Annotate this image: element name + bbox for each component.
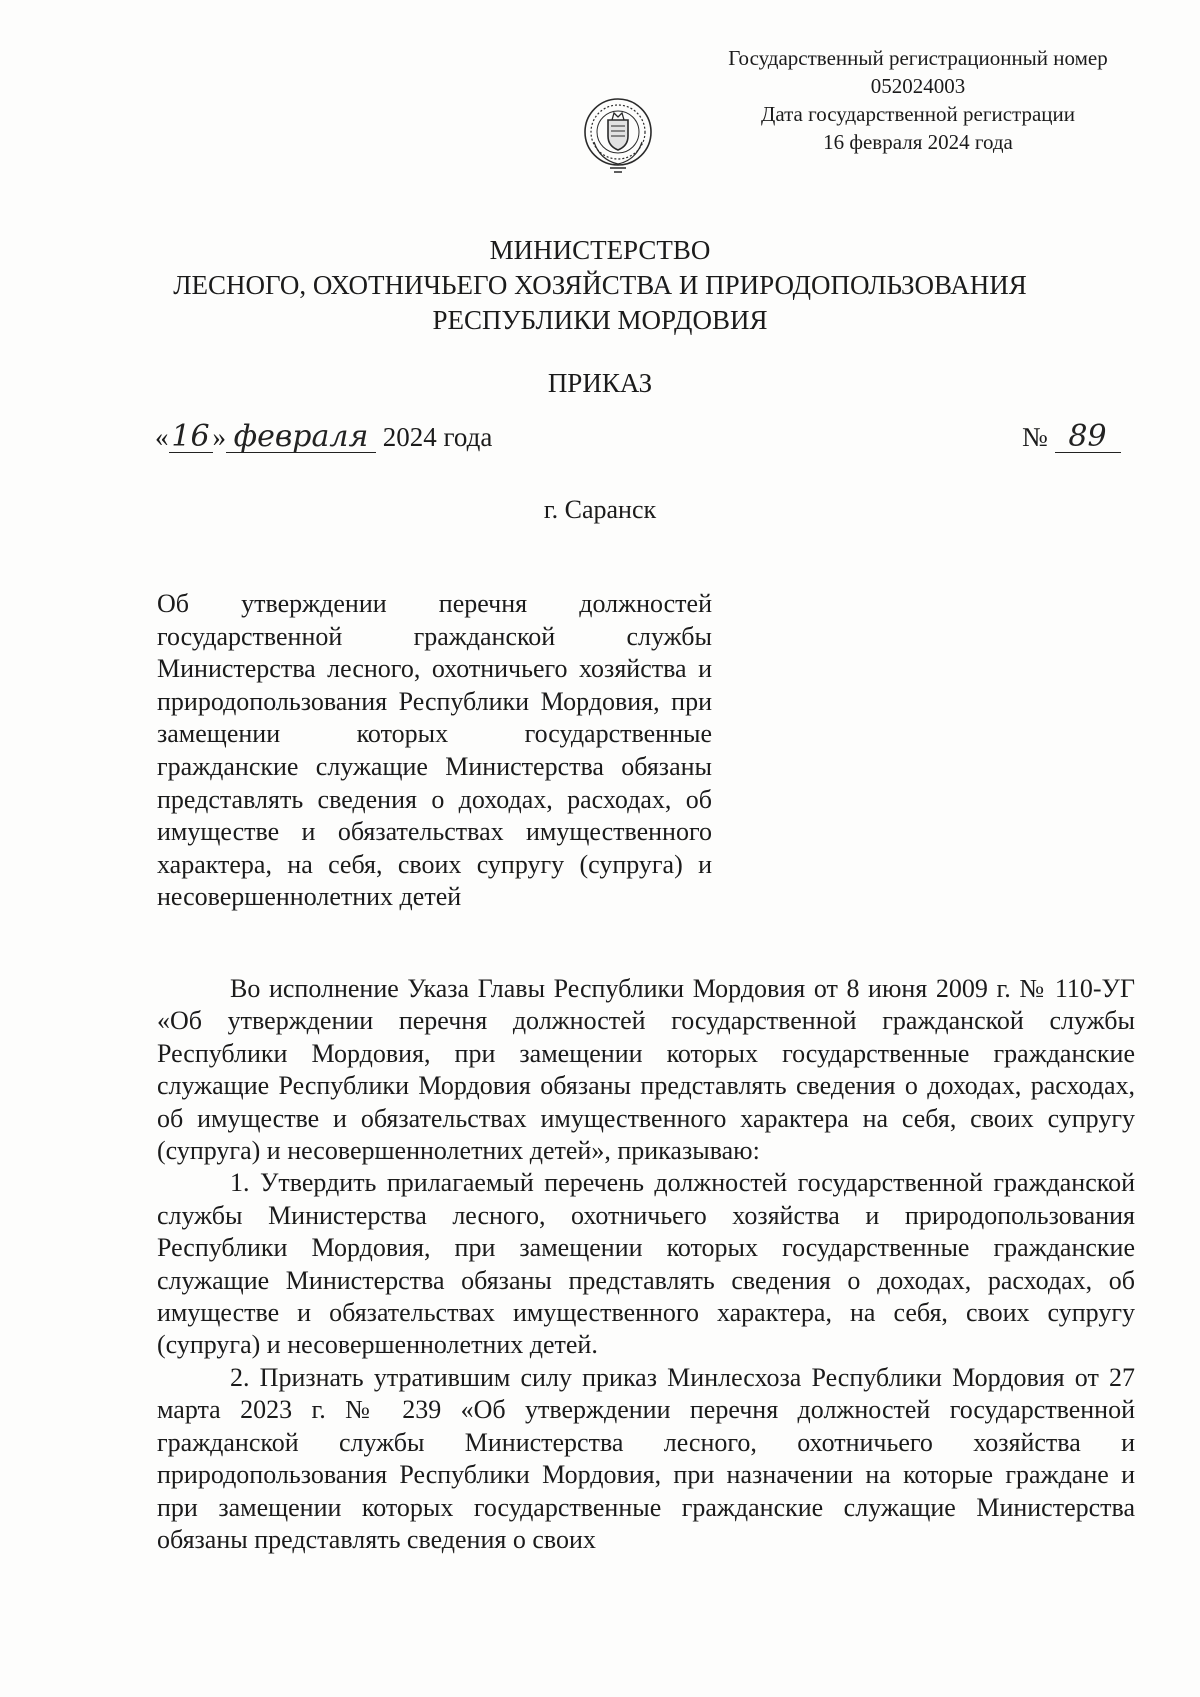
order-number-label: №	[1022, 422, 1048, 452]
registration-date: 16 февраля 2024 года	[823, 130, 1013, 154]
date-month-handwritten: февраля	[226, 422, 376, 453]
order-body	[157, 973, 1135, 1556]
date-close-quote: »	[212, 422, 226, 452]
registration-number: 052024003	[870, 74, 966, 98]
ministry-header	[0, 233, 1200, 338]
ministry-line-1: МИНИСТЕРСТВО	[489, 235, 711, 265]
coat-of-arms-icon	[580, 90, 656, 176]
registration-block	[698, 44, 1138, 156]
body-item-2: 2. Признать утратившим силу приказ Минлесхоза Республики Мордовия от 27 марта 2023 г. № 239 «Об утверждении перечня должностей государственной гражданской службы Министерства лесного, охотничьего хозяйства и природопользования Республики Мордовия, при назначении на которые граждане и при замещении которых государственные гражданские служащие Министерства обязаны представлять сведения о своих	[157, 1362, 1135, 1554]
date-open-quote: «	[155, 422, 169, 452]
document-type: ПРИКАЗ	[547, 368, 653, 398]
city: г. Саранск	[543, 495, 657, 524]
registration-date-label: Дата государственной регистрации	[761, 102, 1075, 126]
order-number	[1022, 419, 1121, 454]
order-number-handwritten: 89	[1055, 422, 1121, 453]
date-year: 2024 года	[382, 422, 493, 452]
order-subject: Об утверждении перечня должностей государственной гражданской службы Министерства лесного, охотничьего хозяйства и природопользования Республики Мордовия, при замещении которых государственные гражданские служащие Министерства обязаны представлять сведения о доходах, расходах, об имуществе и обязательствах имущественного характера, на себя, своих супругу (супруга) и несовершеннолетних детей	[157, 589, 712, 912]
order-date	[155, 419, 493, 454]
date-day-handwritten: 16	[169, 422, 213, 453]
body-item-1: 1. Утвердить прилагаемый перечень должностей государственной гражданской службы Министерства лесного, охотничьего хозяйства и природопользования Республики Мордовия, при замещении которых государственные гражданские служащие Министерства обязаны представлять сведения о доходах, расходах, об имуществе и обязательствах имущественного характера, на себя, своих супругу (супруга) и несовершеннолетних детей.	[157, 1168, 1135, 1360]
ministry-line-2: ЛЕСНОГО, ОХОТНИЧЬЕГО ХОЗЯЙСТВА И ПРИРОДОПОЛЬЗОВАНИЯ	[173, 270, 1027, 300]
ministry-line-3: РЕСПУБЛИКИ МОРДОВИЯ	[432, 305, 768, 335]
registration-number-label: Государственный регистрационный номер	[728, 46, 1108, 70]
body-intro-paragraph: Во исполнение Указа Главы Республики Мордовия от 8 июня 2009 г. № 110-УГ «Об утверждении перечня должностей государственной гражданской службы Республики Мордовия, при замещении которых государственные гражданские служащие Республики Мордовия обязаны представлять сведения о доходах, расходах, об имуществе и обязательствах имущественного характера на себя, своих супругу (супруга) и несовершеннолетних детей», приказываю:	[157, 974, 1135, 1166]
